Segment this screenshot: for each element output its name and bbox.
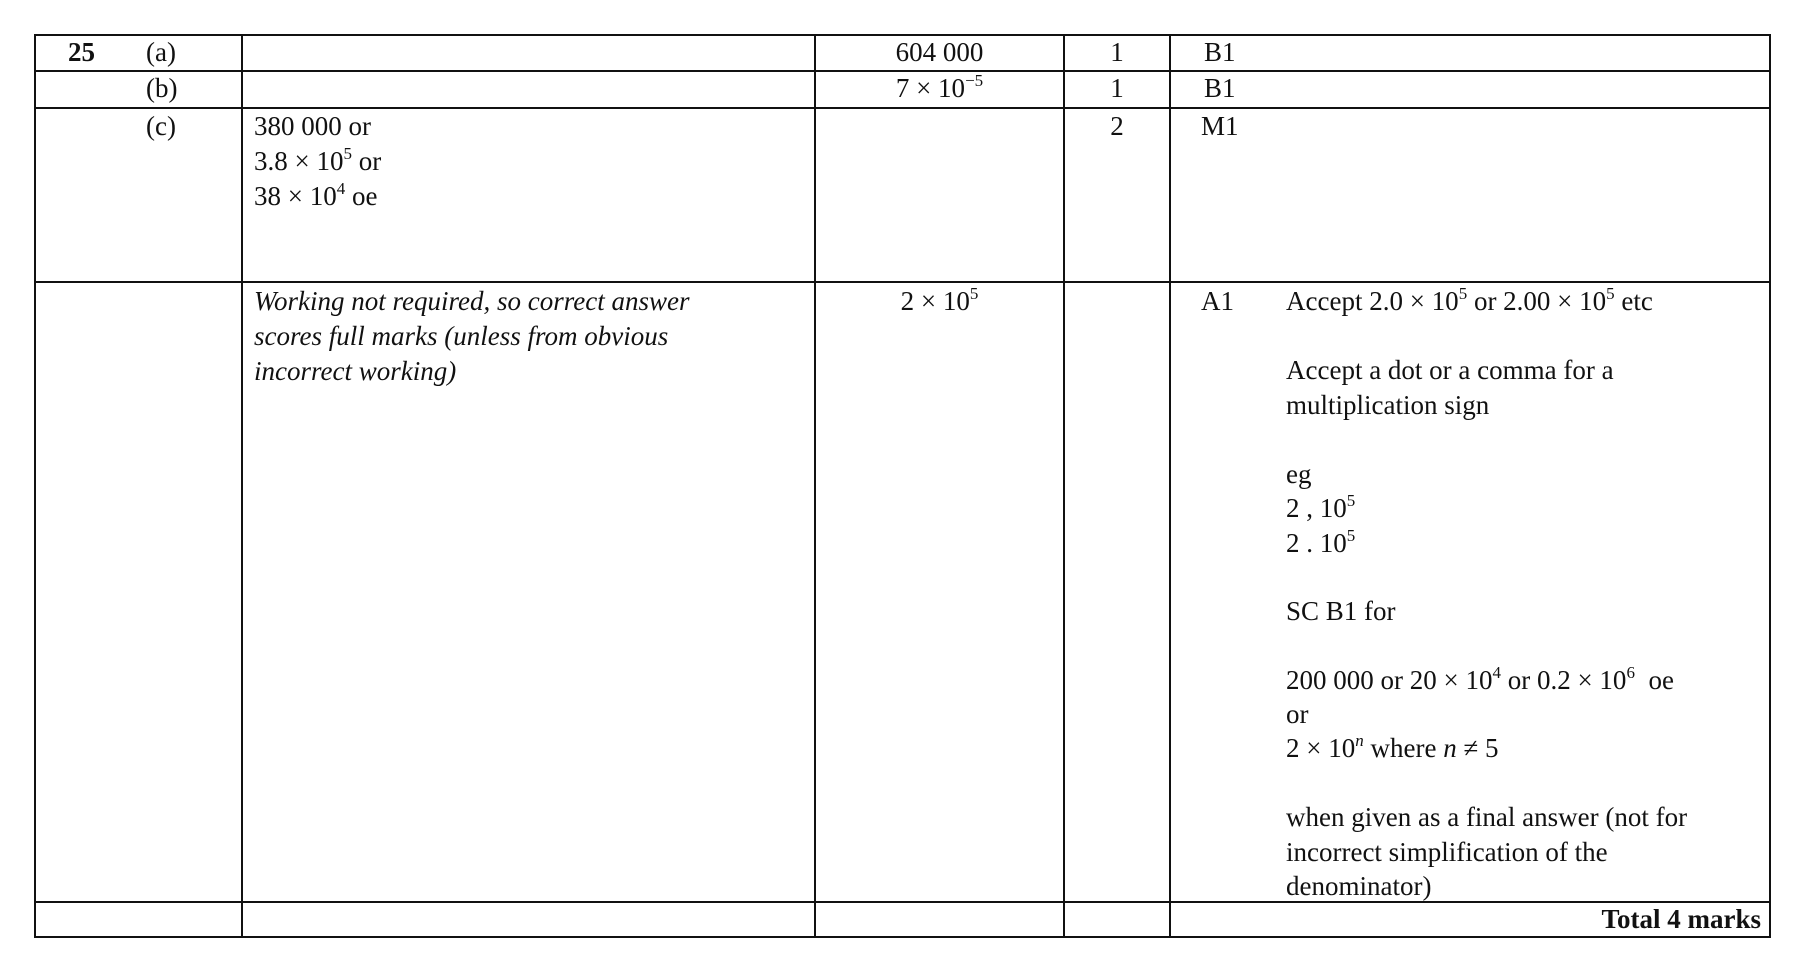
working-c-line-3: $38 \times 10^4$ oe: [254, 179, 378, 211]
note-accept-forms: Accept $2.0 \times 10^5$ or $2.00 \times 10^5$ etc: [1286, 284, 1653, 316]
note-when-line-3: denominator): [1286, 871, 1432, 901]
note-or: or: [1286, 699, 1309, 729]
mark-scheme-table: [34, 34, 1771, 938]
working-c-line-1: 380 000 or: [254, 111, 371, 141]
note-eg-comma: 2 , $10^5$: [1286, 491, 1356, 523]
column-rule: [1169, 34, 1171, 938]
mark-c: 2: [1110, 111, 1124, 141]
mark-b: 1: [1110, 73, 1124, 103]
answer-a: 604 000: [895, 37, 984, 67]
part-label-c: (c): [146, 111, 176, 141]
note-when-line-1: when given as a final answer (not for: [1286, 802, 1688, 832]
working-note-line-3: incorrect working): [254, 356, 457, 386]
working-note-line-2: scores full marks (unless from obvious: [254, 321, 669, 351]
note-eg: eg: [1286, 459, 1312, 489]
note-alt-forms: 200 000 or $20 \times 10^4$ or $0.2 \times 10^6$ oe: [1286, 663, 1674, 695]
note-special-case: SC B1 for: [1286, 596, 1396, 626]
note-eg-dot: 2 . $10^5$: [1286, 526, 1356, 558]
note-general-form: $2 \times 10^n$ where n ≠ 5: [1286, 731, 1499, 763]
code-a: B1: [1204, 37, 1236, 67]
column-rule: [1063, 34, 1065, 938]
column-rule: [814, 34, 816, 938]
part-label-b: (b): [146, 73, 178, 103]
column-rule: [34, 34, 36, 938]
working-note-line-1: Working not required, so correct answer: [254, 286, 690, 316]
total-marks: Total 4 marks: [1601, 904, 1761, 934]
answer-b: $7 \times 10^{-5}$: [895, 71, 984, 103]
final-answer: $2 \times 10^5$: [900, 284, 979, 316]
code-b: B1: [1204, 73, 1236, 103]
code-final: A1: [1201, 286, 1234, 316]
note-when-line-2: incorrect simplification of the: [1286, 837, 1608, 867]
column-rule: [1769, 34, 1771, 938]
mark-a: 1: [1110, 37, 1124, 67]
code-c: M1: [1201, 111, 1239, 141]
question-number: 25: [68, 37, 95, 67]
column-rule: [241, 34, 243, 938]
note-accept-dot-line-1: Accept a dot or a comma for a: [1286, 355, 1614, 385]
row-rule: [34, 281, 1771, 283]
part-label-a: (a): [146, 37, 176, 67]
working-c-line-2: $3.8 \times 10^5$ or: [254, 144, 382, 176]
note-accept-dot-line-2: multiplication sign: [1286, 390, 1490, 420]
